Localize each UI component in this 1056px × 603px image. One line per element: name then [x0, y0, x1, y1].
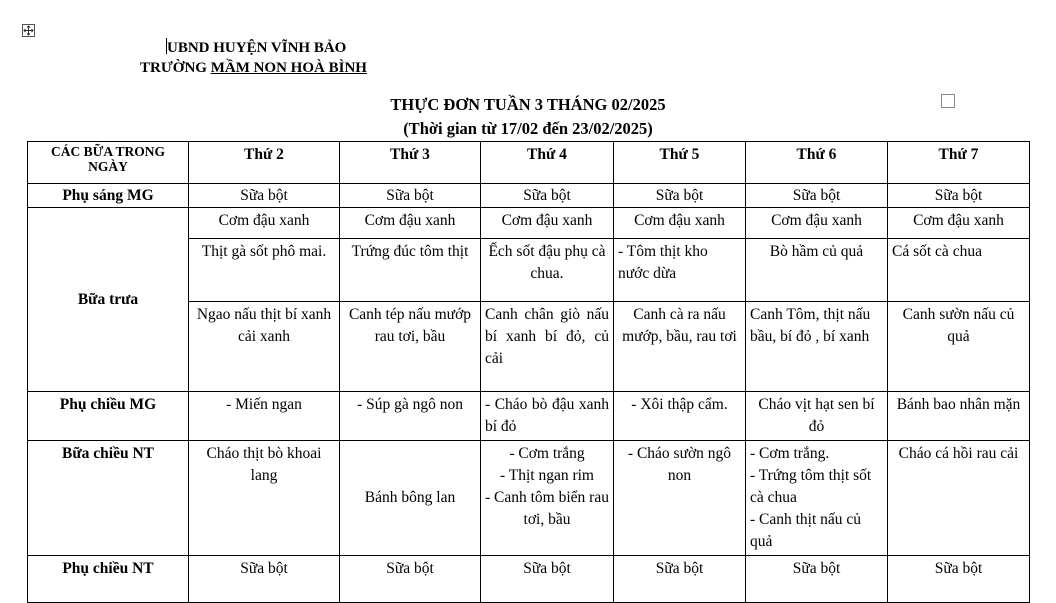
- menu-cell: [481, 441, 614, 556]
- menu-cell: Sữa bột: [189, 556, 340, 603]
- day-header: Thứ 4: [481, 142, 614, 184]
- day-header: Thứ 6: [746, 142, 888, 184]
- menu-cell: Cơm đậu xanh: [340, 208, 481, 239]
- row-label: Phụ chiều NT: [28, 556, 189, 603]
- menu-cell: - Tôm thịt kho nước dừa: [614, 239, 746, 302]
- school-name: MẦM NON HOÀ BÌNH: [210, 60, 367, 76]
- menu-cell: Sữa bột: [481, 556, 614, 603]
- menu-cell: Canh sườn nấu củ quả: [888, 302, 1030, 392]
- menu-cell: Cháo cá hồi rau cải: [888, 441, 1030, 556]
- menu-cell: - Xôi thập cẩm.: [614, 392, 746, 441]
- menu-line: - Cơm trắng.: [750, 445, 830, 462]
- checkbox-icon[interactable]: [941, 94, 955, 108]
- menu-cell: Bò hầm củ quả: [746, 239, 888, 302]
- table-row: [28, 184, 1030, 208]
- row-label: Bữa chiều NT: [28, 441, 189, 556]
- menu-cell: Cháo vịt hạt sen bí đỏ: [746, 392, 888, 441]
- menu-cell: Trứng đúc tôm thịt: [340, 239, 481, 302]
- menu-cell: Sữa bột: [614, 556, 746, 603]
- menu-cell: Sữa bột: [888, 556, 1030, 603]
- table-move-handle-icon[interactable]: [22, 24, 35, 37]
- menu-cell: Cháo thịt bò khoai lang: [189, 441, 340, 556]
- row-label: Phụ sáng MG: [28, 184, 189, 208]
- menu-title: THỰC ĐƠN TUẦN 3 THÁNG 02/2025: [390, 95, 666, 114]
- school-prefix: TRƯỜNG: [140, 60, 211, 76]
- day-header: Thứ 7: [888, 142, 1030, 184]
- menu-subtitle: (Thời gian từ 17/02 đến 23/02/2025): [403, 119, 653, 138]
- menu-cell: Sữa bột: [189, 184, 340, 208]
- menu-cell: Sữa bột: [746, 184, 888, 208]
- menu-cell: Cơm đậu xanh: [888, 208, 1030, 239]
- menu-cell: Sữa bột: [481, 184, 614, 208]
- menu-cell: Sữa bột: [614, 184, 746, 208]
- menu-line: - Canh thịt nấu củ quả: [750, 511, 862, 550]
- agency-line: [166, 38, 346, 58]
- corner-header: CÁC BỮA TRONG NGÀY: [28, 142, 189, 184]
- day-header: Thứ 3: [340, 142, 481, 184]
- agency-name: UBND HUYỆN VĨNH BẢO: [167, 40, 347, 56]
- move-arrows-icon: [23, 25, 34, 36]
- menu-cell: Thịt gà sốt phô mai.: [189, 239, 340, 302]
- menu-cell: Canh tép nấu mướp rau tơi, bầu: [340, 302, 481, 392]
- menu-cell: Cơm đậu xanh: [746, 208, 888, 239]
- menu-line: - Thịt ngan rim: [500, 467, 594, 484]
- menu-cell: Canh Tôm, thịt nấu bầu, bí đỏ , bí xanh: [746, 302, 888, 392]
- menu-line: - Canh tôm biển rau tơi, bầu: [485, 489, 609, 528]
- menu-cell: - Súp gà ngô non: [340, 392, 481, 441]
- row-label: Bữa trưa: [28, 208, 189, 392]
- menu-cell: Sữa bột: [340, 556, 481, 603]
- menu-cell: Sữa bột: [340, 184, 481, 208]
- menu-cell: Canh chân giò nấu bí xanh bí đỏ, củ cải: [481, 302, 614, 392]
- menu-cell: Bánh bông lan: [340, 441, 481, 556]
- day-header: Thứ 5: [614, 142, 746, 184]
- menu-line: - Cơm trắng: [509, 445, 585, 462]
- menu-cell: Bánh bao nhân mặn: [888, 392, 1030, 441]
- menu-cell: Ếch sốt đậu phụ cà chua.: [481, 239, 614, 302]
- table-row: [28, 208, 1030, 239]
- table-row: [28, 441, 1030, 556]
- school-line: [140, 58, 367, 78]
- menu-cell: Sữa bột: [888, 184, 1030, 208]
- menu-cell: Cơm đậu xanh: [189, 208, 340, 239]
- menu-cell: Cá sốt cà chua: [888, 239, 1030, 302]
- row-label: Phụ chiều MG: [28, 392, 189, 441]
- day-header: Thứ 2: [189, 142, 340, 184]
- menu-cell: Sữa bột: [746, 556, 888, 603]
- menu-cell: - Cháo bò đậu xanh bí đỏ: [481, 392, 614, 441]
- menu-line: - Trứng tôm thịt sốt cà chua: [750, 467, 872, 506]
- menu-cell: Canh cà ra nấu mướp, bầu, rau tơi: [614, 302, 746, 392]
- menu-cell: - Cháo sườn ngô non: [614, 441, 746, 556]
- menu-cell: Ngao nấu thịt bí xanh cải xanh: [189, 302, 340, 392]
- menu-cell: - Miến ngan: [189, 392, 340, 441]
- menu-cell: Cơm đậu xanh: [481, 208, 614, 239]
- menu-cell: Cơm đậu xanh: [614, 208, 746, 239]
- table-row: [28, 392, 1030, 441]
- table-row: [28, 556, 1030, 603]
- menu-table: [27, 141, 1030, 603]
- table-header-row: [28, 142, 1030, 184]
- menu-cell: [746, 441, 888, 556]
